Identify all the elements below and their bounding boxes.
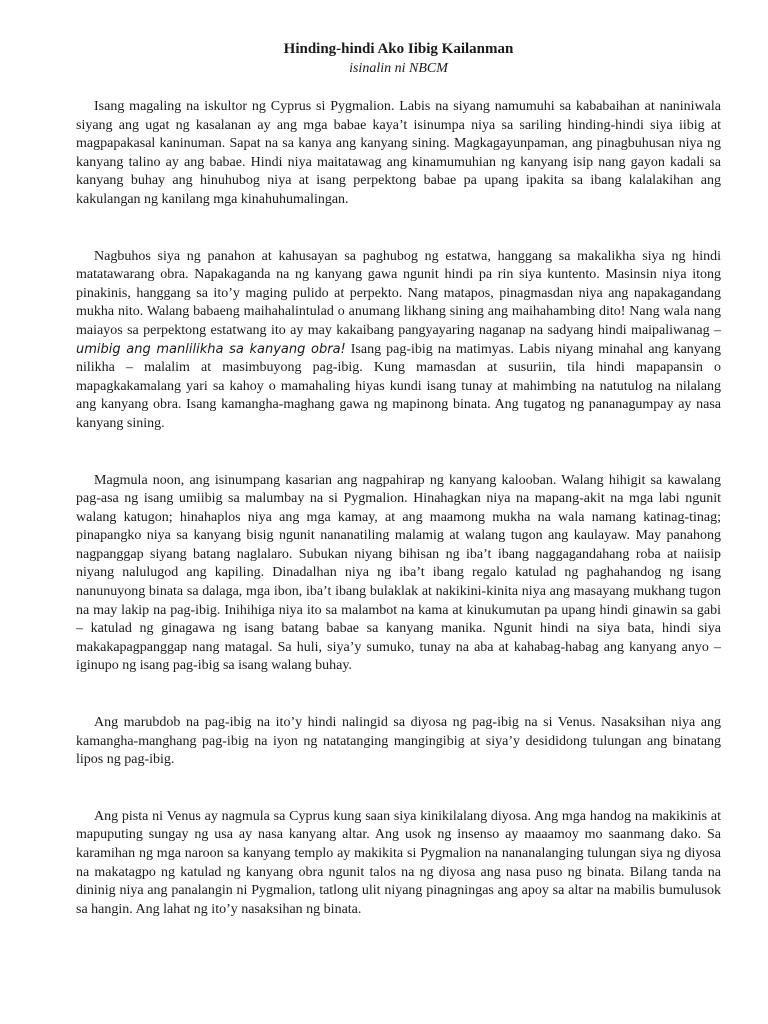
paragraph-4: Ang marubdob na pag-ibig na ito’y hindi nalingid sa diyosa ng pag-ibig na si Venus. Nasaksihan niya ang kamangha-manghang pag-ibig na iyon ng natatanging mangingibig at siya’y desididong tulungan ang binatang lipos ng pag-ibig.	[76, 715, 721, 768]
paragraph-1: Isang magaling na iskultor ng Cyprus si Pygmalion. Labis na siyang namumuhi sa kababaihan at naniniwala siyang ang ugat ng kasalanan ay ang mga babae kaya’t isinumpa niya sa sariling hinding-hindi siya iibig at magpapakasal kaninuman. Sapat na sa kanya ang kanyang sining. Magkagayunpaman, ang pinagbuhusan niya ng kanyang talino ay ang babae. Hindi niya maitatawag ang kinamumuhian ng kanyang isip nang gayon kadali sa kanyang buhay ang hinuhubog niya at isang perpektong babae pa upang ipakita sa ibang kalalakihan ang kakulangan ng kanilang mga kinahuhumalingan.	[76, 99, 721, 207]
document-title: Hinding-hindi Ako Iibig Kailanman	[283, 41, 514, 57]
paragraph-2-emphasis: umibig ang manlilikha sa kanyang obra!	[76, 341, 346, 357]
paragraph-2-text-start: Nagbuhos siya ng panahon at kahusayan sa paghubog ng estatwa, hanggang sa makalikha siya ng hindi matatawarang obra. Napakaganda na ng kanyang gawa ngunit hindi pa rin siya kuntento. Masinsin niya itong pinakinis, hanggang sa ito’y maging pulido at perpekto. Nang matapos, pinagmasdan niya ang napakagandang mukha nito. Walang babaeng maihahalintulad o anumang likhang sining ang maihahambing dito! Nang wala nang maiayos sa perpektong estatwang ito ay may kakaibang pangyayaring naganap na sadyang hindi maipaliwanag –	[76, 248, 721, 338]
document-subtitle: isinalin ni NBCM	[349, 61, 448, 76]
paragraph-3: Magmula noon, ang isinumpang kasarian ang nagpahirap ng kanyang kalooban. Walang hihigit sa kawalang pag-asa ng isang umiibig sa malumbay na si Pygmalion. Hinahagkan niya na mapang-akit na mga labi ngunit walang katugon; hinahaplos niya ang mga kamay, at ang maamong mukha na wala namang katinag-tinag; pinapangko niya sa kanyang bisig ngunit nananatiling malamig at walang tugon ang kaulayaw. May panahong nagpanggap siyang batang naglalaro. Subukan niyang bihisan ng iba’t ibang naggagandahang roba at naiisip niyang nalulugod ang kapiling. Dinadalhan niya ng iba’t ibang regalo katulad ng paghahandog ng isang nanunuyong binata sa dalaga, mga ibon, iba’t ibang bulaklak at nakikini-kinita niya ang masayang mukhang tugon na may lakip na pag-ibig. Inihihiga niya ito sa malambot na kama at kinukumutan pa upang hindi ginawin sa gabi – katulad ng ginagawa ng isang batang babae sa kanyang manika. Ngunit hindi na siya bata, hindi siya makakapagpanggap nang matagal. Sa huli, siya’y sumuko, tunay na aba at kahabag-habag ang kanyang anyo – iginupo ng isang pag-ibig sa isang walang buhay.	[76, 472, 721, 674]
paragraph-5: Ang pista ni Venus ay nagmula sa Cyprus kung saan siya kinikilalang diyosa. Ang mga handog na makikinis at mapuputing sungay ng usa ay nasa kanyang altar. Ang usok ng insenso ay maaamoy mo saanmang dako. Sa karamihan ng mga naroon sa kanyang templo ay makikita si Pygmalion na nananalanging tulungan siya ng diyosa na makatagpo ng katulad ng kanyang obra ngunit talos na ng diyosa ang nasa puso ng binata. Bilang tanda na dininig niya ang panalangin ni Pygmalion, tatlong ulit niyang pinagningas ang apoy sa altar na mabilis bumulusok sa hangin. Ang lahat ng ito’y nasaksihan ng binata.	[76, 808, 721, 917]
paragraph-2-text-end: Isang pag-ibig na matimyas. Labis niyang minahal ang kanyang nilikha – malalim at masimbuyong pag-ibig. Kung mamasdan at susuriin, tila hindi mapapansin o mapagkakamalang yari sa kahoy o mamahaling hiyas kundi isang tunay at mahimbing na natutulog na nilalang ang kanyang obra. Isang kamangha-maghang gawa ng mapinong binata. Ang tugatog ng pananagumpay ay nasa kanyang sining.	[76, 341, 721, 431]
paragraph-2	[76, 248, 721, 434]
document-page	[76, 40, 721, 919]
